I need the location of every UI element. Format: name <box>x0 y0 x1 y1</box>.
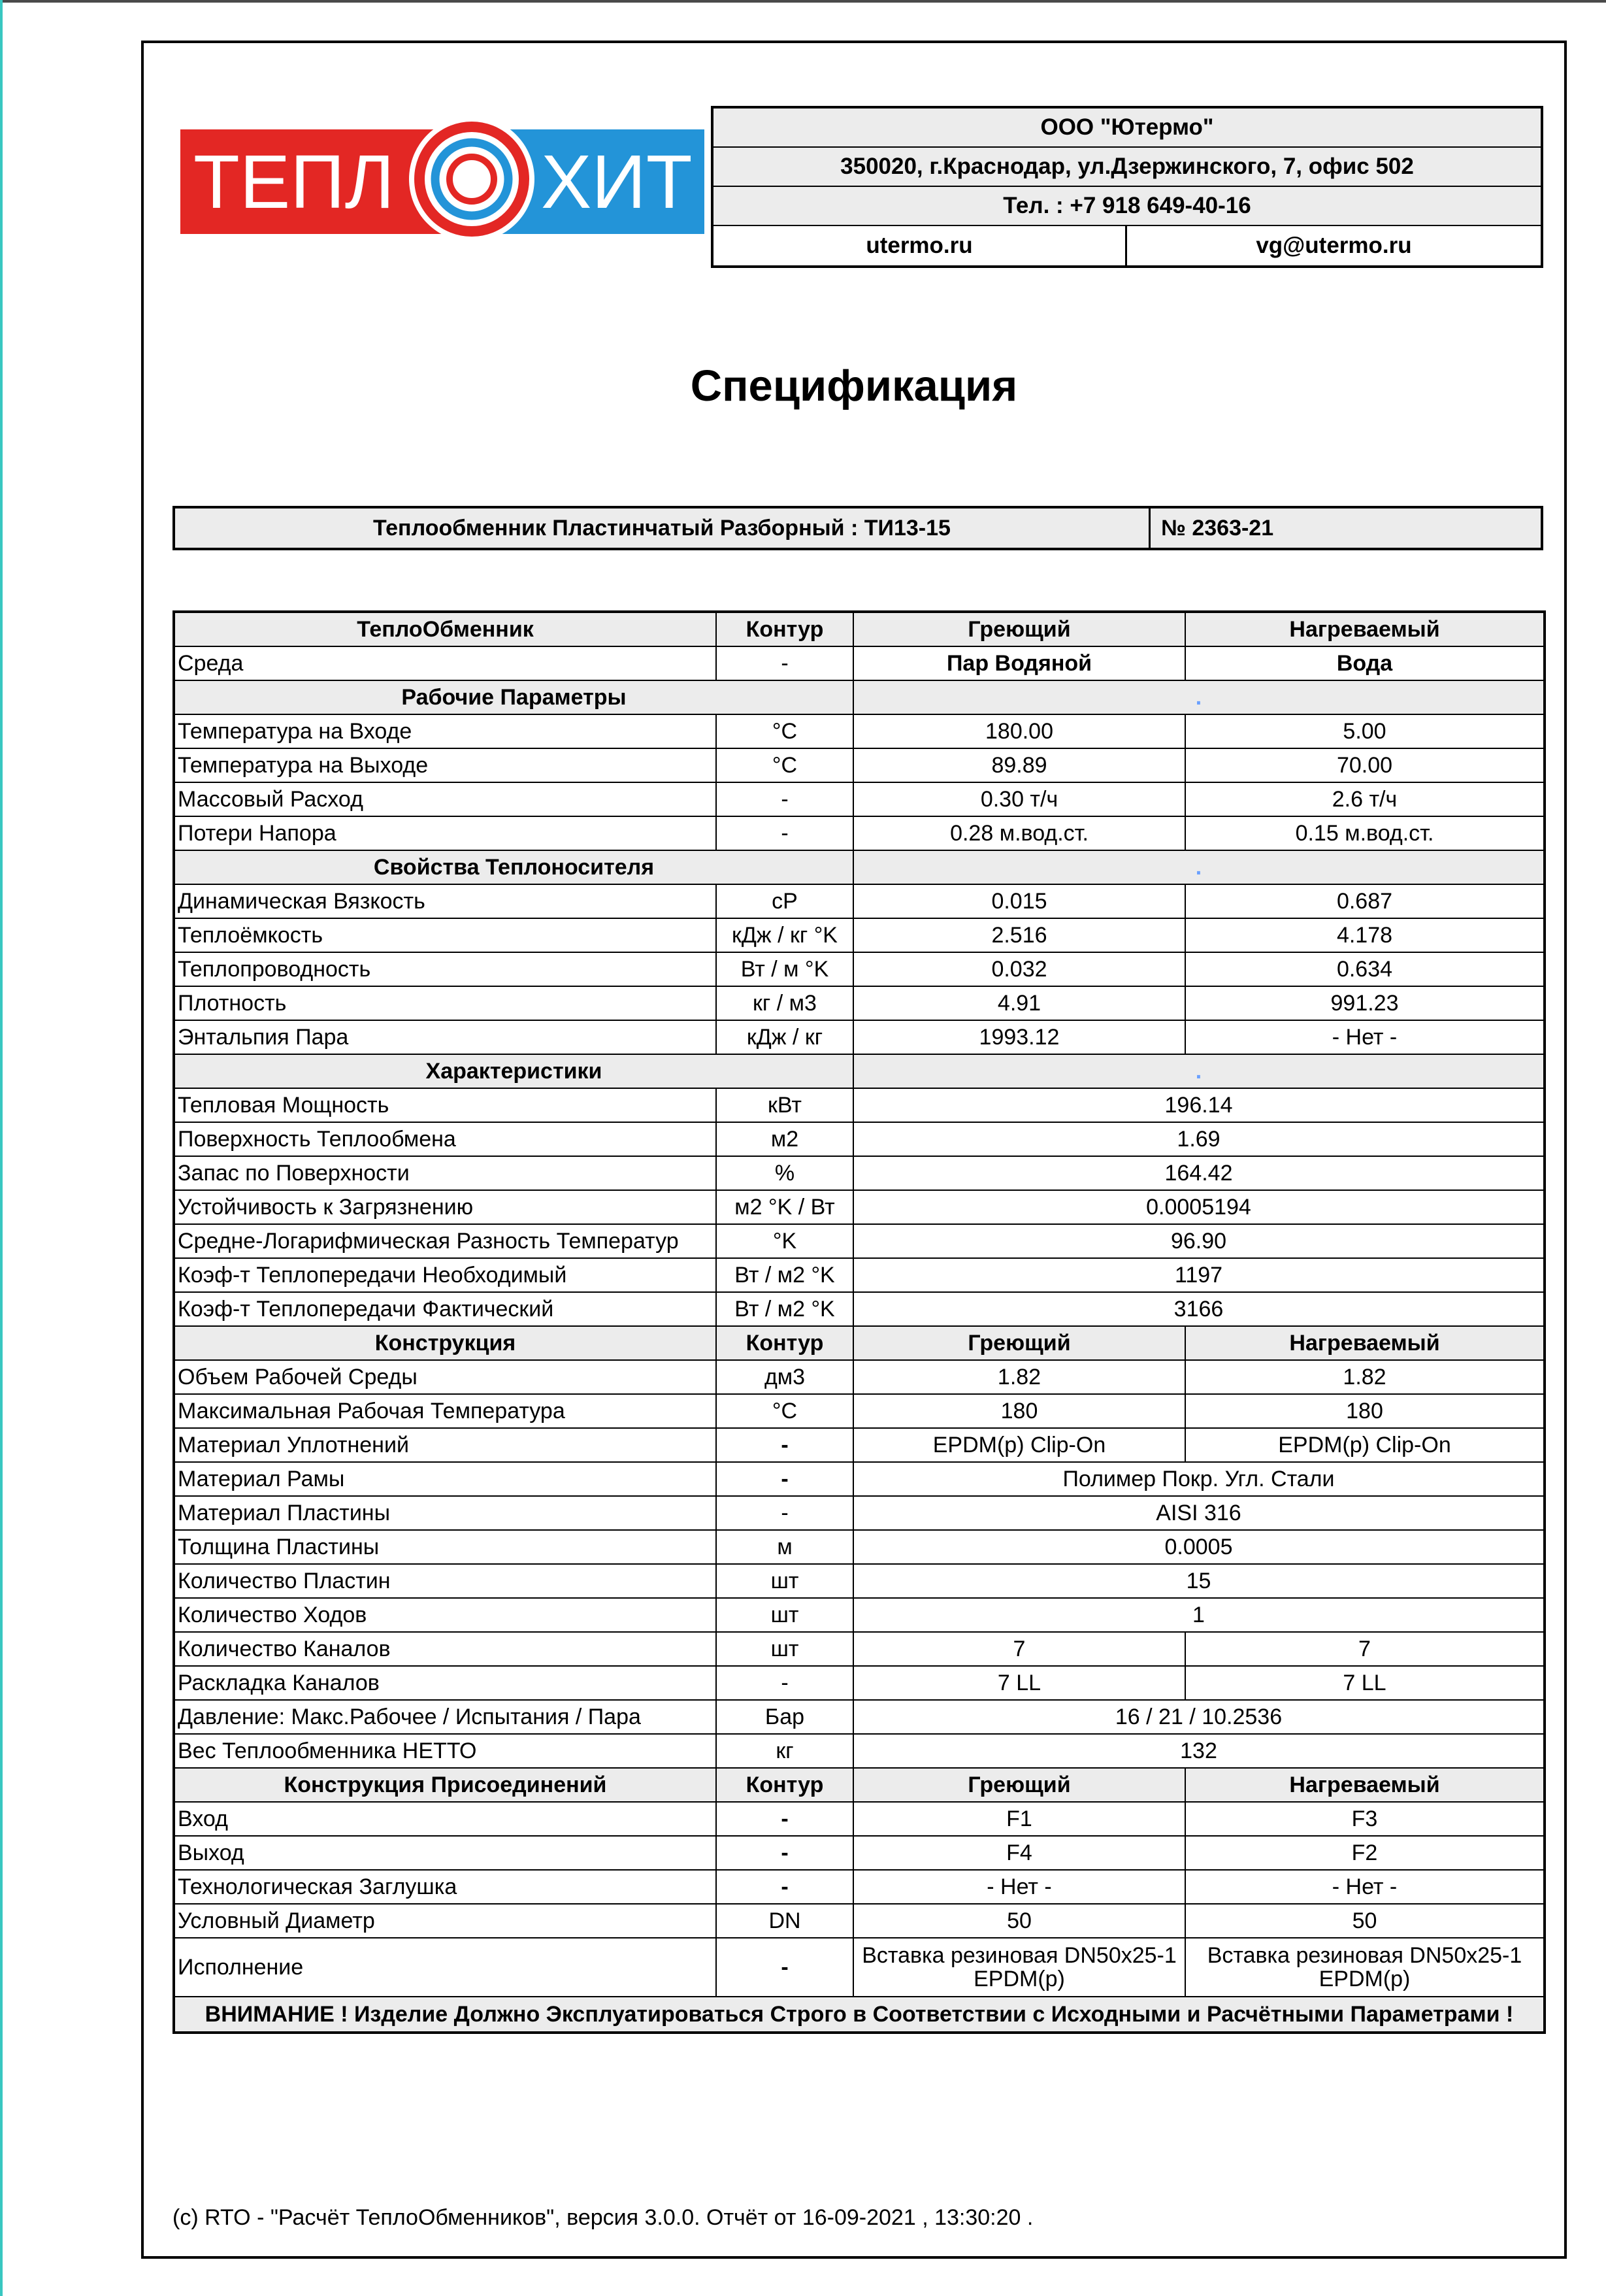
cold-value: 70.00 <box>1185 748 1545 782</box>
row-unit: - <box>716 1496 853 1530</box>
row-label: Количество Каналов <box>174 1632 716 1666</box>
row-unit: шт <box>716 1564 853 1598</box>
row-unit: - <box>716 816 853 850</box>
row-label: Вес Теплообменника НЕТТО <box>174 1734 716 1768</box>
company-name: ООО "Ютермо" <box>713 108 1541 148</box>
row-unit: Вт / м2 °K <box>716 1258 853 1292</box>
row-value: 0.0005194 <box>853 1190 1545 1224</box>
cold-value: 991.23 <box>1185 986 1545 1020</box>
row-unit: - <box>716 1428 853 1462</box>
row-label: Раскладка Каналов <box>174 1666 716 1700</box>
row-value: 1197 <box>853 1258 1545 1292</box>
row-unit: Вт / м2 °K <box>716 1292 853 1326</box>
cold-value: 180 <box>1185 1394 1545 1428</box>
cold-value: 0.687 <box>1185 884 1545 918</box>
hot-value: EPDM(p) Clip-On <box>853 1428 1185 1462</box>
row-value: Полимер Покр. Угл. Стали <box>853 1462 1545 1496</box>
warning-text: ВНИМАНИЕ ! Изделие Должно Эксплуатироваться Строго в Соответствии с Исходными и Расчётными Параметрами ! <box>174 1997 1545 2033</box>
row-unit: - <box>716 1802 853 1836</box>
document-number: № 2363-21 <box>1161 515 1274 541</box>
row-unit: - <box>716 1938 853 1997</box>
section-row <box>174 680 1545 714</box>
header-cell: Конструкция <box>174 1326 716 1360</box>
table-row <box>174 748 1545 782</box>
table-row <box>174 884 1545 918</box>
table-row <box>174 714 1545 748</box>
row-value: 1.69 <box>853 1122 1545 1156</box>
table-row <box>174 1632 1545 1666</box>
table-row <box>174 1394 1545 1428</box>
row-unit: шт <box>716 1632 853 1666</box>
table-row <box>174 1360 1545 1394</box>
table-row <box>174 782 1545 816</box>
row-label: Устойчивость к Загрязнению <box>174 1190 716 1224</box>
header-cell: Нагреваемый <box>1185 612 1545 646</box>
cold-value: 7 <box>1185 1632 1545 1666</box>
row-value: AISI 316 <box>853 1496 1545 1530</box>
section-dot: . <box>853 680 1545 714</box>
table-row <box>174 646 1545 680</box>
row-label: Массовый Расход <box>174 782 716 816</box>
hot-value: 4.91 <box>853 986 1185 1020</box>
row-value: 15 <box>853 1564 1545 1598</box>
row-unit: кДж / кг °K <box>716 918 853 952</box>
table-header-row <box>174 612 1545 646</box>
row-unit: кг / м3 <box>716 986 853 1020</box>
hot-value: 0.30 т/ч <box>853 782 1185 816</box>
row-unit: кВт <box>716 1088 853 1122</box>
row-value: 16 / 21 / 10.2536 <box>853 1700 1545 1734</box>
row-unit: cP <box>716 884 853 918</box>
left-accent-bar <box>0 0 3 2296</box>
table-row <box>174 1496 1545 1530</box>
row-label: Материал Пластины <box>174 1496 716 1530</box>
company-website[interactable]: utermo.ru <box>713 226 1127 265</box>
section-title: Характеристики <box>174 1054 853 1088</box>
row-label: Коэф-т Теплопередачи Фактический <box>174 1292 716 1326</box>
cold-value: 7 LL <box>1185 1666 1545 1700</box>
hot-value: 2.516 <box>853 918 1185 952</box>
row-label: Коэф-т Теплопередачи Необходимый <box>174 1258 716 1292</box>
table-row <box>174 1904 1545 1938</box>
hot-value: 50 <box>853 1904 1185 1938</box>
row-unit: - <box>716 646 853 680</box>
row-label: Давление: Макс.Рабочее / Испытания / Пара <box>174 1700 716 1734</box>
row-unit: °C <box>716 1394 853 1428</box>
cold-value: 2.6 т/ч <box>1185 782 1545 816</box>
row-unit: DN <box>716 1904 853 1938</box>
row-unit: °C <box>716 748 853 782</box>
cold-value: EPDM(p) Clip-On <box>1185 1428 1545 1462</box>
hot-value: 180 <box>853 1394 1185 1428</box>
row-unit: кДж / кг <box>716 1020 853 1054</box>
row-label: Технологическая Заглушка <box>174 1870 716 1904</box>
hot-value: 0.28 м.вод.ст. <box>853 816 1185 850</box>
header-cell: Греющий <box>853 1768 1185 1802</box>
hot-value: - Нет - <box>853 1870 1185 1904</box>
document-sheet <box>141 41 1567 2259</box>
table-row <box>174 1190 1545 1224</box>
cold-value: - Нет - <box>1185 1870 1545 1904</box>
row-unit: Бар <box>716 1700 853 1734</box>
table-row <box>174 1122 1545 1156</box>
table-row <box>174 1462 1545 1496</box>
hot-value: F4 <box>853 1836 1185 1870</box>
cold-value: 0.634 <box>1185 952 1545 986</box>
hot-value: Вставка резиновая DN50x25-1 EPDM(p) <box>853 1938 1185 1997</box>
table-row <box>174 1666 1545 1700</box>
row-label: Максимальная Рабочая Температура <box>174 1394 716 1428</box>
cold-value: F2 <box>1185 1836 1545 1870</box>
header-cell: Греющий <box>853 1326 1185 1360</box>
table-row <box>174 816 1545 850</box>
table-row <box>174 1258 1545 1292</box>
row-label: Запас по Поверхности <box>174 1156 716 1190</box>
row-unit: - <box>716 1666 853 1700</box>
row-label: Материал Уплотнений <box>174 1428 716 1462</box>
row-label: Поверхность Теплообмена <box>174 1122 716 1156</box>
hot-value: F1 <box>853 1802 1185 1836</box>
row-label: Теплоёмкость <box>174 918 716 952</box>
table-row <box>174 1224 1545 1258</box>
company-info-box <box>711 106 1543 268</box>
row-value: 3166 <box>853 1292 1545 1326</box>
teplohit-logo <box>180 116 704 242</box>
row-unit: дм3 <box>716 1360 853 1394</box>
table-row <box>174 1836 1545 1870</box>
section-row <box>174 1054 1545 1088</box>
row-unit: кг <box>716 1734 853 1768</box>
document-title: Спецификация <box>690 361 1018 410</box>
row-label: Энтальпия Пара <box>174 1020 716 1054</box>
cold-value: 0.15 м.вод.ст. <box>1185 816 1545 850</box>
logo-right-text: ХИТ <box>541 139 693 224</box>
construction-header-row <box>174 1326 1545 1360</box>
row-label: Теплопроводность <box>174 952 716 986</box>
row-label: Средне-Логарифмическая Разность Температур <box>174 1224 716 1258</box>
row-unit: шт <box>716 1598 853 1632</box>
hot-value: 1.82 <box>853 1360 1185 1394</box>
company-email[interactable]: vg@utermo.ru <box>1127 226 1541 265</box>
hot-value: 0.015 <box>853 884 1185 918</box>
cold-value: 1.82 <box>1185 1360 1545 1394</box>
header-cell: Нагреваемый <box>1185 1768 1545 1802</box>
section-dot: . <box>853 1054 1545 1088</box>
table-row <box>174 1734 1545 1768</box>
company-phone: Тел. : +7 918 649-40-16 <box>713 187 1541 226</box>
section-title: Рабочие Параметры <box>174 680 853 714</box>
table-row <box>174 1156 1545 1190</box>
table-row <box>174 1530 1545 1564</box>
row-value: 196.14 <box>853 1088 1545 1122</box>
row-label: Условный Диаметр <box>174 1904 716 1938</box>
row-value: 96.90 <box>853 1224 1545 1258</box>
table-row <box>174 952 1545 986</box>
row-value: 164.42 <box>853 1156 1545 1190</box>
header-cell: Конструкция Присоединений <box>174 1768 716 1802</box>
hot-value: 0.032 <box>853 952 1185 986</box>
cold-value: - Нет - <box>1185 1020 1545 1054</box>
hot-value: 89.89 <box>853 748 1185 782</box>
hot-value: 1993.12 <box>853 1020 1185 1054</box>
row-value: 132 <box>853 1734 1545 1768</box>
row-label: Потери Напора <box>174 816 716 850</box>
cold-value: Вода <box>1185 646 1545 680</box>
table-row <box>174 1292 1545 1326</box>
logo-left-text: ТЕПЛ <box>193 139 395 224</box>
row-label: Количество Пластин <box>174 1564 716 1598</box>
table-row <box>174 1428 1545 1462</box>
table-row <box>174 1938 1545 1997</box>
table-row <box>174 1870 1545 1904</box>
section-row <box>174 850 1545 884</box>
header-cell: Греющий <box>853 612 1185 646</box>
section-title: Свойства Теплоносителя <box>174 850 853 884</box>
header-cell: Контур <box>716 612 853 646</box>
connections-header-row <box>174 1768 1545 1802</box>
hot-value: 7 <box>853 1632 1185 1666</box>
cold-value: 5.00 <box>1185 714 1545 748</box>
row-label: Среда <box>174 646 716 680</box>
row-label: Динамическая Вязкость <box>174 884 716 918</box>
row-unit: - <box>716 1870 853 1904</box>
row-label: Вход <box>174 1802 716 1836</box>
row-value: 1 <box>853 1598 1545 1632</box>
row-label: Количество Ходов <box>174 1598 716 1632</box>
table-row <box>174 986 1545 1020</box>
row-label: Исполнение <box>174 1938 716 1997</box>
top-border-line <box>0 0 1606 3</box>
table-row <box>174 1088 1545 1122</box>
table-row <box>174 1564 1545 1598</box>
header-cell: ТеплоОбменник <box>174 612 716 646</box>
row-label: Толщина Пластины <box>174 1530 716 1564</box>
header-cell: Нагреваемый <box>1185 1326 1545 1360</box>
header-cell: Контур <box>716 1326 853 1360</box>
row-label: Тепловая Мощность <box>174 1088 716 1122</box>
cold-value: F3 <box>1185 1802 1545 1836</box>
table-row <box>174 1598 1545 1632</box>
header-cell: Контур <box>716 1768 853 1802</box>
section-dot: . <box>853 850 1545 884</box>
row-unit: - <box>716 1462 853 1496</box>
footer-note: (c) RTO - "Расчёт ТеплоОбменников", версия 3.0.0. Отчёт от 16-09-2021 , 13:30:20 . <box>172 2205 1034 2230</box>
table-row <box>174 1802 1545 1836</box>
warning-row <box>174 1997 1545 2033</box>
row-unit: - <box>716 1836 853 1870</box>
hot-value: Пар Водяной <box>853 646 1185 680</box>
row-label: Температура на Выходе <box>174 748 716 782</box>
cold-value: 4.178 <box>1185 918 1545 952</box>
row-unit: °C <box>716 714 853 748</box>
row-unit: - <box>716 782 853 816</box>
hot-value: 7 LL <box>853 1666 1185 1700</box>
cold-value: Вставка резиновая DN50x25-1 EPDM(p) <box>1185 1938 1545 1997</box>
table-row <box>174 1020 1545 1054</box>
cold-value: 50 <box>1185 1904 1545 1938</box>
row-label: Температура на Входе <box>174 714 716 748</box>
product-name: Теплообменник Пластинчатый Разборный : ТИ13-15 <box>175 508 1151 548</box>
row-label: Выход <box>174 1836 716 1870</box>
row-label: Плотность <box>174 986 716 1020</box>
row-unit: м2 °K / Вт <box>716 1190 853 1224</box>
row-unit: м2 <box>716 1122 853 1156</box>
table-row <box>174 1700 1545 1734</box>
product-header <box>172 506 1543 550</box>
row-value: 0.0005 <box>853 1530 1545 1564</box>
hot-value: 180.00 <box>853 714 1185 748</box>
table-row <box>174 918 1545 952</box>
row-unit: м <box>716 1530 853 1564</box>
company-address: 350020, г.Краснодар, ул.Дзержинского, 7, офис 502 <box>713 148 1541 187</box>
specification-table <box>172 610 1546 2034</box>
row-unit: % <box>716 1156 853 1190</box>
row-label: Объем Рабочей Среды <box>174 1360 716 1394</box>
row-unit: Вт / м °K <box>716 952 853 986</box>
row-unit: °K <box>716 1224 853 1258</box>
row-label: Материал Рамы <box>174 1462 716 1496</box>
